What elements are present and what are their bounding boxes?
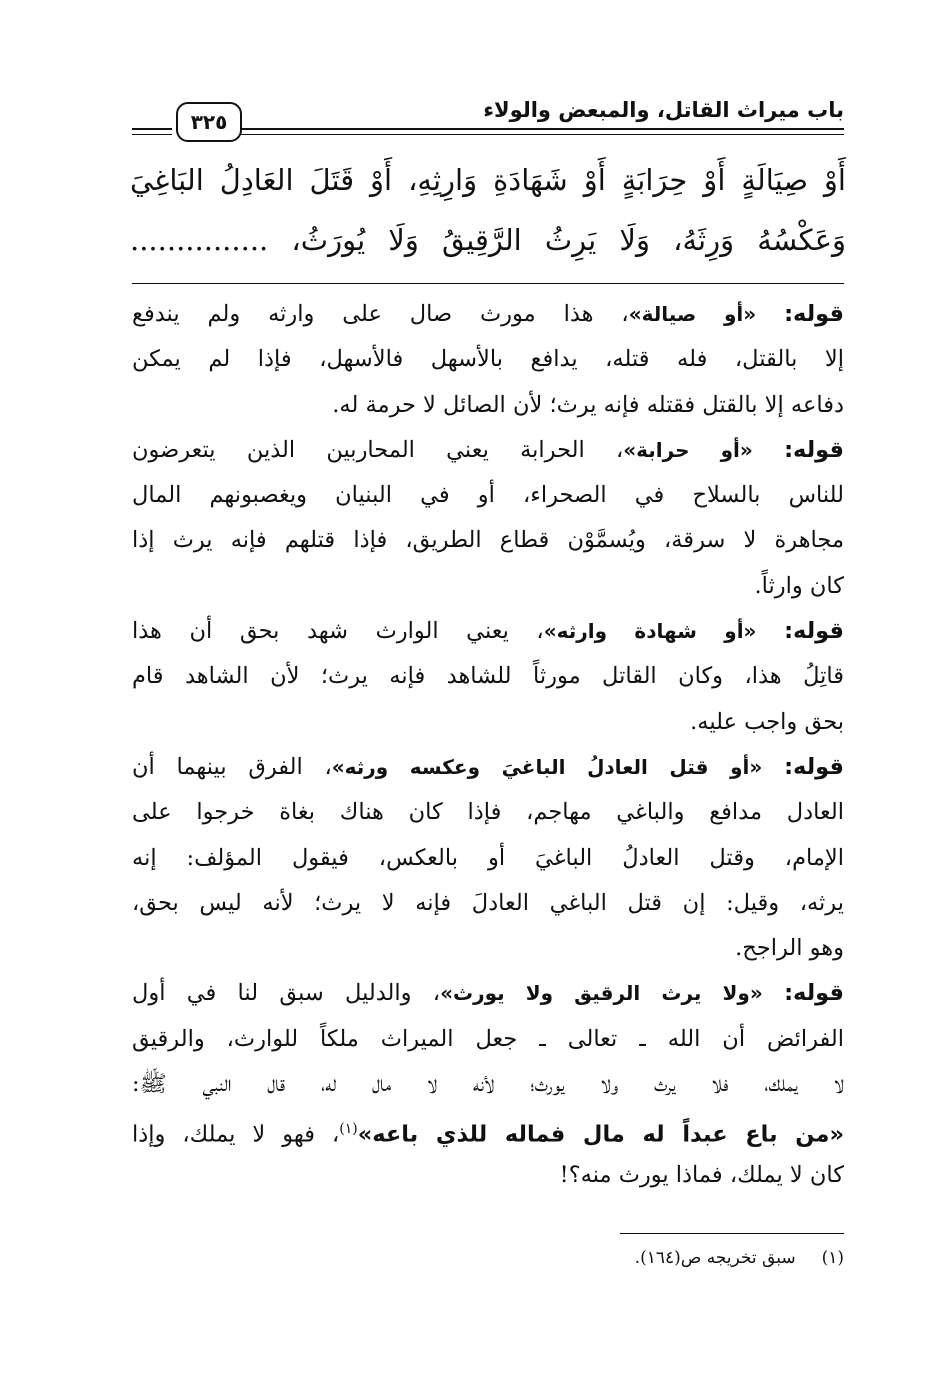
footnote: [635, 1248, 844, 1268]
qawluhu-label: قوله:: [784, 618, 844, 645]
paragraph-text: ، الفرق بينهما أن: [132, 753, 332, 780]
paragraph-text: ، هذا مورث صال على وارثه ولم يندفع: [132, 301, 629, 327]
quoted-matn: «أو صيالة»: [628, 302, 757, 326]
paragraph-line: كان وارثاً.: [754, 572, 844, 599]
paragraph-line: [132, 292, 844, 337]
paragraph-line: الفرائض أن الله ـ تعالى ـ جعل الميراث ملكاً للوارث، والرقيق: [132, 1025, 844, 1052]
paragraph-text: ، يعني الوارث شهد بحق أن هذا: [132, 618, 544, 645]
header-rule: [132, 128, 172, 130]
paragraph: [132, 609, 844, 745]
commentary: [132, 292, 844, 1198]
paragraph-line: وهو الراجح.: [735, 935, 844, 962]
qawluhu-label: قوله:: [784, 980, 844, 1007]
quoted-matn: «أو حرابة»: [623, 437, 753, 462]
paragraph: [132, 292, 844, 428]
matn-line: وَعَكْسُهُ وَرِثَهُ، وَلَا يَرِثُ الرَّقِيقُ وَلَا يُورَثُ، ...............: [130, 223, 846, 257]
paragraph-text: ، فهو لا يملك، وإذا: [132, 1121, 340, 1148]
quoted-matn: «ولا يرث الرقيق ولا يورث»: [440, 981, 763, 1006]
paragraph: [132, 745, 844, 971]
footnote-number: (١): [821, 1248, 844, 1268]
paragraph-line: [132, 971, 844, 1016]
paragraph-line: [132, 745, 844, 790]
page-number: ٣٢٥: [176, 102, 242, 142]
quoted-matn: «أو شهادة وارثه»: [543, 619, 757, 644]
hadith-text: «من باع عبداً له مال فماله للذي باعه»: [357, 1121, 844, 1148]
header-rule: [132, 134, 172, 135]
running-header: [132, 96, 844, 144]
footnote-ref: (١): [339, 1121, 358, 1138]
paragraph-line: مجاهرة لا سرقة، ويُسمَّوْن قطاع الطريق، فإذا قتلهم فإنه يرث إذا: [132, 527, 844, 554]
paragraph-line: للناس بالسلاح في الصحراء، أو في البنيان ويغصبونهم المال: [132, 482, 844, 509]
paragraph-line: [132, 428, 844, 473]
paragraph-text: ، والدليل سبق لنا في أول: [132, 980, 441, 1007]
paragraph-text: ، الحرابة يعني المحاربين الذين يتعرضون: [132, 436, 624, 463]
header-rule: [236, 128, 844, 130]
qawluhu-label: قوله:: [784, 436, 844, 463]
paragraph-line: دفاعه إلا بالقتل فقتله فإنه يرث؛ لأن الصائل لا حرمة له.: [332, 391, 844, 418]
paragraph: [132, 428, 844, 609]
paragraph-line: [132, 1107, 844, 1152]
paragraph-line: لا يملك، فلا يرث ولا يورث؛ لأنه لا مال له، قال النبي ﷺ:: [132, 1071, 844, 1098]
paragraph-line: قاتِلُ هذا، وكان القاتل مورثاً للشاهد فإنه يرث؛ لأن الشاهد قام: [132, 663, 844, 690]
header-rule: [236, 134, 844, 135]
paragraph-line: يرثه، وقيل: إن قتل الباغي العادلَ فإنه لا يرث؛ لأنه ليس بحق،: [132, 889, 844, 916]
chapter-title: باب ميراث القاتل، والمبعض والولاء: [483, 98, 844, 122]
footnote-divider: [620, 1233, 844, 1234]
matn-line: أَوْ صِيَالَةٍ أَوْ حِرَابَةٍ أَوْ شَهَادَةِ وَارِثِهِ، أَوْ قَتَلَ العَادِلُ البَاغِيَ: [130, 163, 846, 197]
paragraph-line: كان لا يملك، فماذا يورث منه؟!: [559, 1161, 844, 1188]
qawluhu-label: قوله:: [784, 301, 844, 327]
paragraph-line: بحق واجب عليه.: [690, 708, 844, 735]
footnote-text: سبق تخريجه ص(١٦٤).: [634, 1248, 796, 1268]
matn-text: [130, 150, 846, 270]
paragraph-line: إلا بالقتل، فله قتله، يدافع بالأسهل فالأسهل، فإذا لم يمكن: [132, 346, 844, 373]
quoted-matn: «أو قتل العادلُ الباغيَ وعكسه ورثه»: [331, 754, 763, 779]
qawluhu-label: قوله:: [784, 753, 844, 780]
paragraph: [132, 971, 844, 1197]
paragraph-line: الإمام، وقتل العادلُ الباغيَ أو بالعكس، فيقول المؤلف: إنه: [132, 844, 844, 871]
matn-divider: [132, 283, 844, 284]
paragraph-line: [132, 609, 844, 654]
paragraph-line: العادل مدافع والباغي مهاجم، فإذا كان هناك بغاة خرجوا على: [132, 799, 844, 826]
